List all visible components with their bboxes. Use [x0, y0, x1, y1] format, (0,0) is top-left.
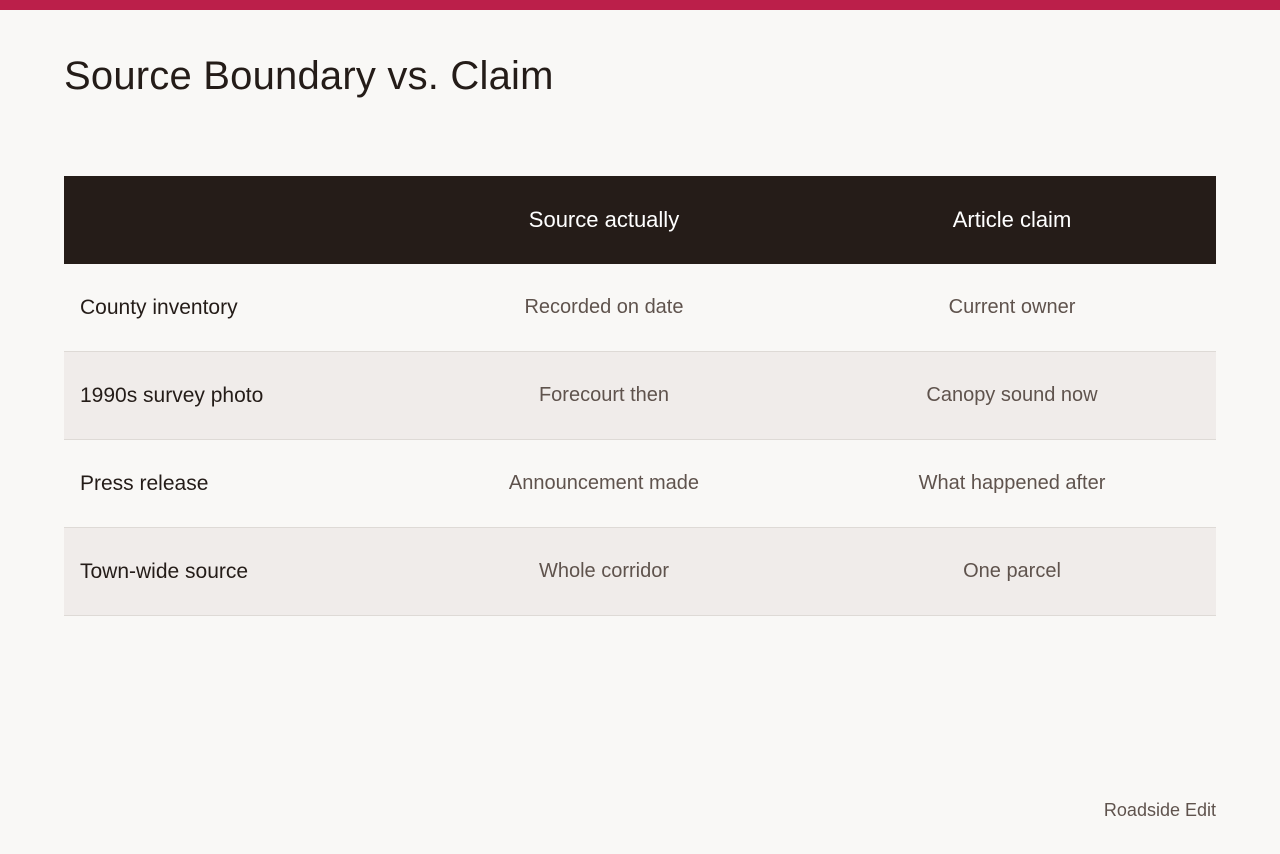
table-row: [64, 440, 1216, 528]
row-claim: Canopy sound now: [926, 384, 1098, 406]
table-row: [64, 352, 1216, 440]
row-label: County inventory: [80, 295, 238, 319]
header-cell-source: Source actually: [528, 207, 680, 232]
row-label: Press release: [80, 471, 209, 495]
row-source: Whole corridor: [538, 560, 670, 582]
row-label: 1990s survey photo: [80, 383, 264, 407]
footer-brand: Roadside Edit: [1103, 800, 1216, 820]
accent-bar: [0, 0, 1280, 10]
row-claim: What happened after: [918, 472, 1106, 494]
row-claim: Current owner: [948, 296, 1076, 318]
row-label: Town-wide source: [80, 559, 249, 583]
header-cell-claim: Article claim: [952, 207, 1072, 232]
row-claim: One parcel: [963, 560, 1061, 582]
table-row: [64, 528, 1216, 616]
row-source: Recorded on date: [524, 296, 684, 318]
page-title: Source Boundary vs. Claim: [64, 54, 554, 98]
table-header-row: [64, 176, 1216, 264]
table-row: [64, 264, 1216, 352]
row-source: Announcement made: [508, 472, 700, 494]
comparison-table: [64, 176, 1216, 616]
row-source: Forecourt then: [538, 384, 670, 406]
